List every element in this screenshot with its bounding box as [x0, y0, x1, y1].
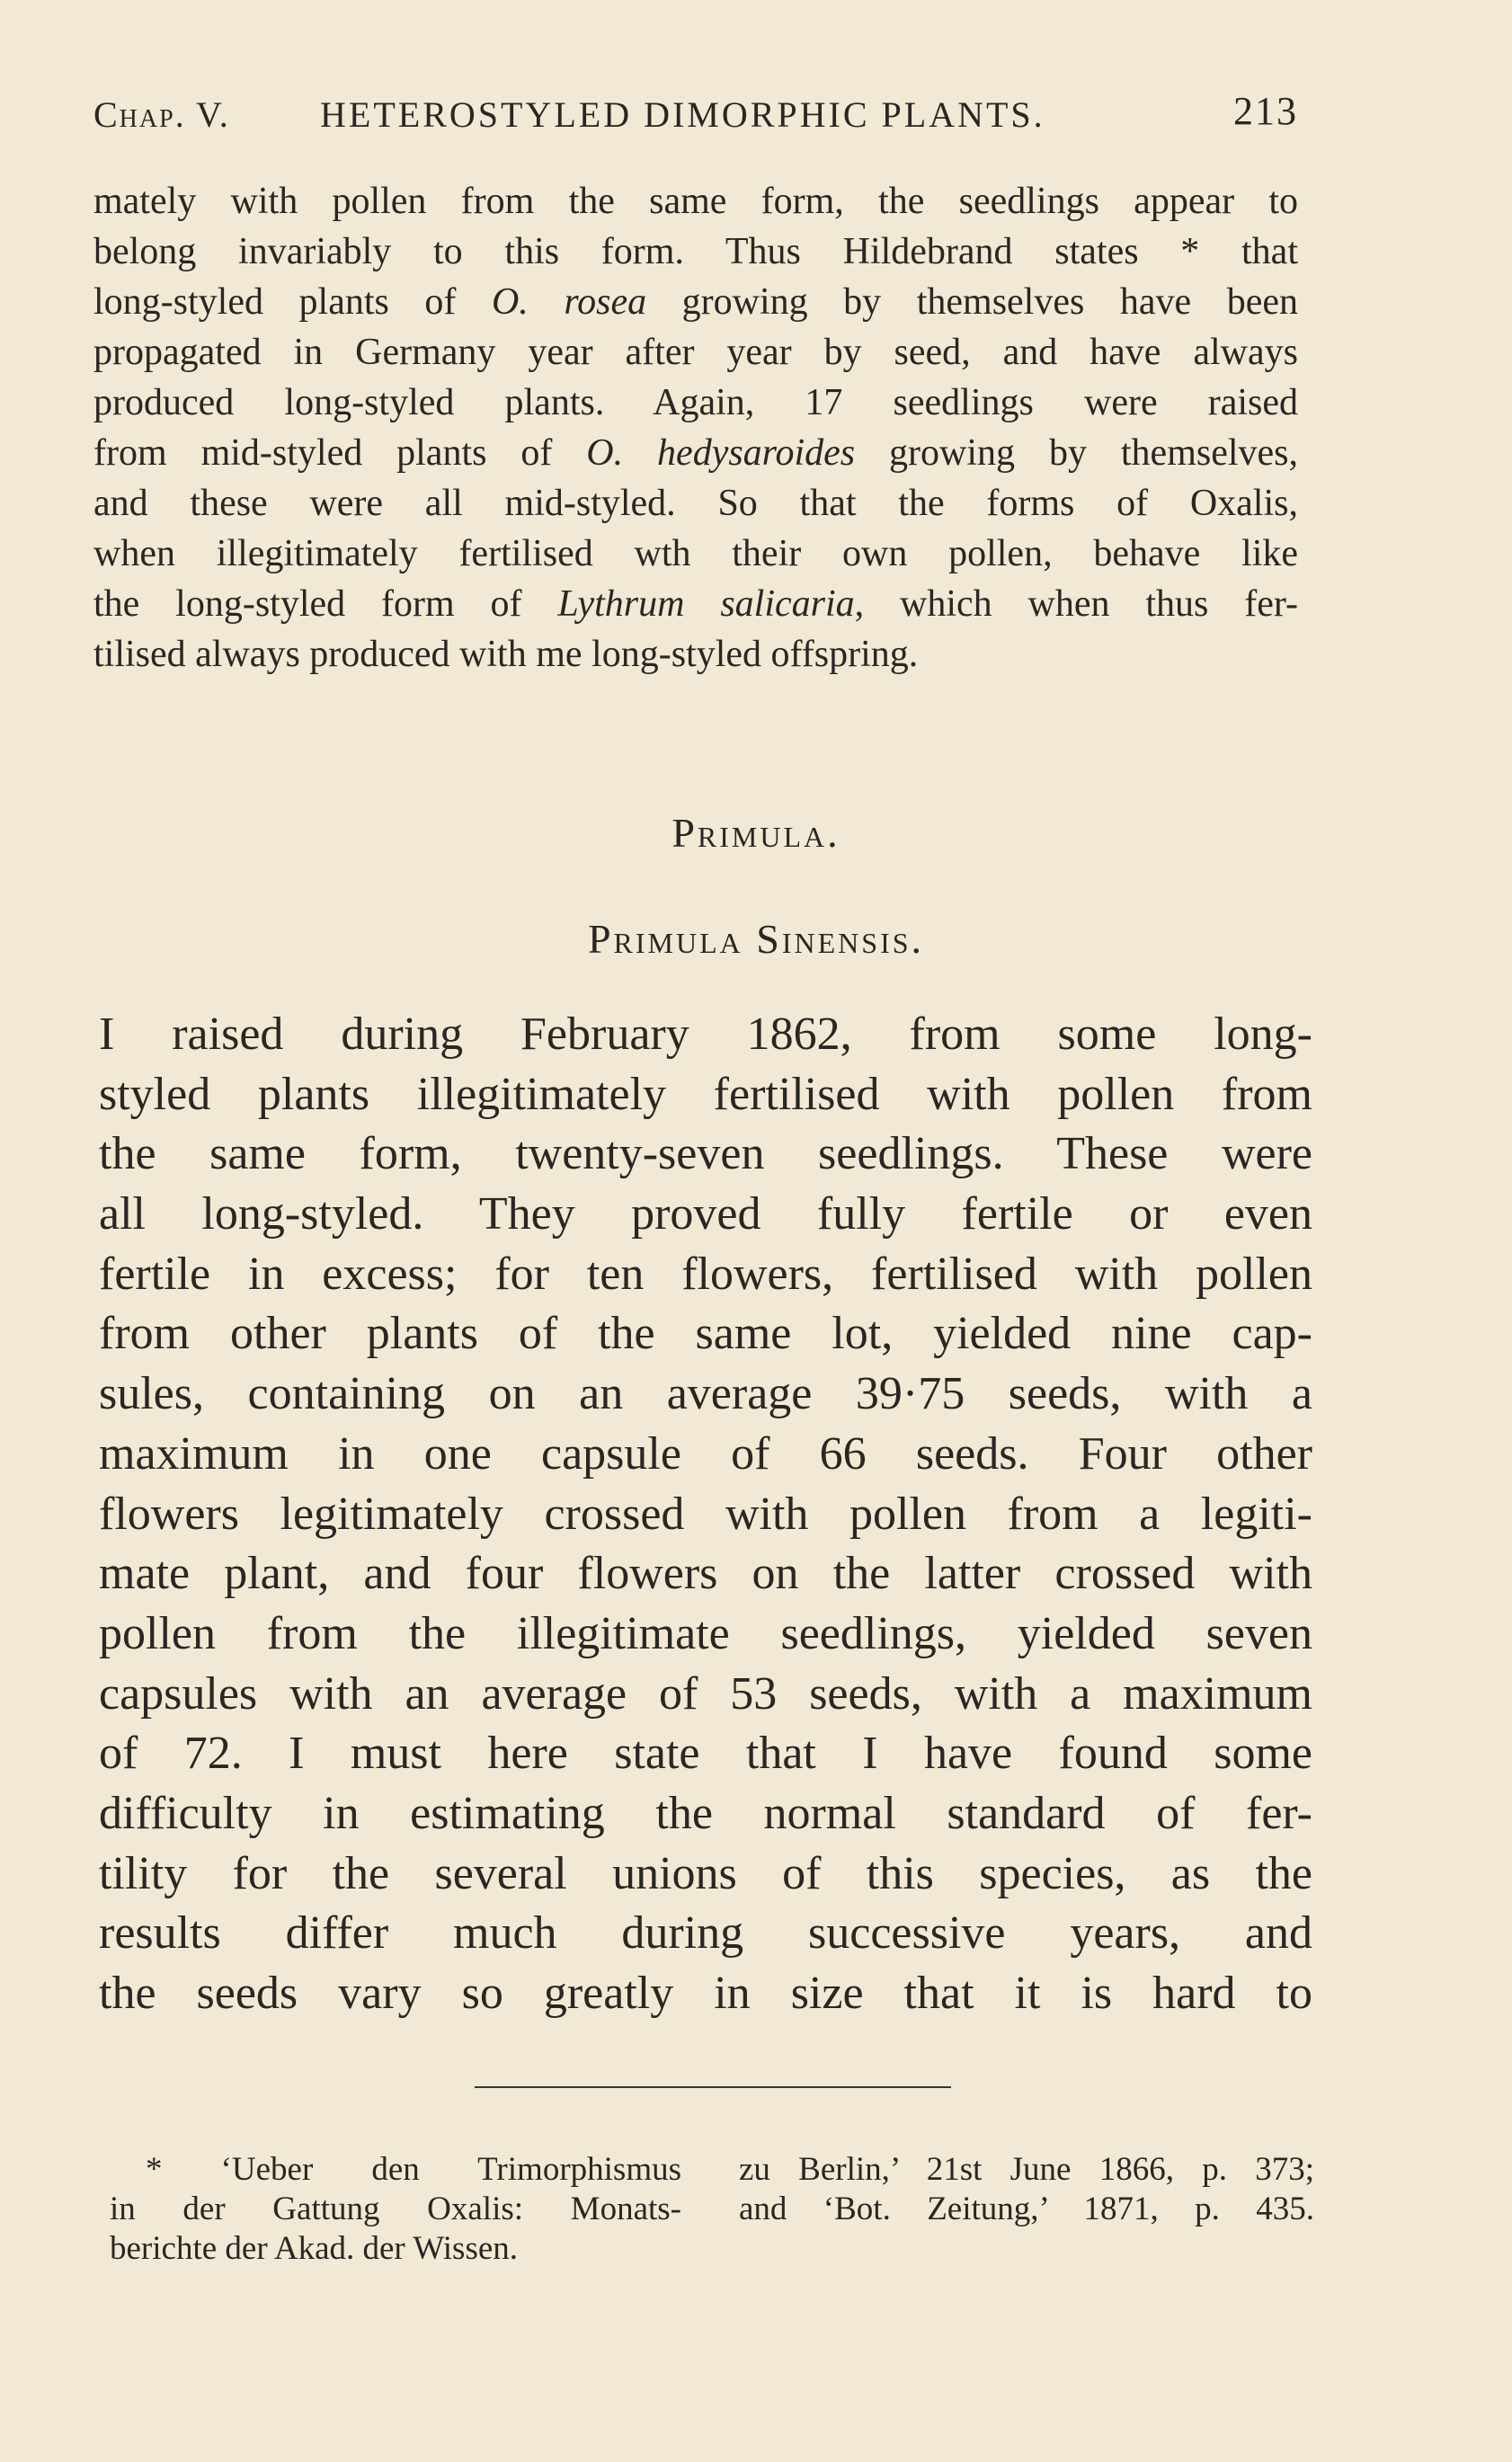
text-line: produced long-styled plants. Again, 17 seedlings were raised	[93, 382, 1298, 423]
section-heading: Primula.	[672, 810, 840, 856]
footnote-column-right	[739, 2150, 1314, 2229]
page-number: 213	[1233, 89, 1298, 133]
text-line: from mid-styled plants of O. hedysaroides growing by themselves,	[93, 432, 1298, 474]
text-line: styled plants illegitimately fertilised with pollen from	[99, 1068, 1312, 1120]
text-line: the seeds vary so greatly in size that it is hard to	[99, 1968, 1312, 2019]
footnote-column-left	[110, 2150, 681, 2269]
paragraph-oxalis	[93, 176, 1298, 680]
text-line: belong invariably to this form. Thus Hildebrand states * that	[93, 231, 1298, 272]
footnote-divider	[475, 2086, 951, 2088]
text-line: when illegitimately fertilised wth their own pollen, behave like	[93, 533, 1298, 574]
text-line: tility for the several unions of this species, as the	[99, 1847, 1312, 1899]
text-line: maximum in one capsule of 66 seeds. Four other	[99, 1427, 1312, 1480]
chapter-label: Chap. V.	[93, 94, 230, 135]
running-header	[93, 88, 1298, 138]
footnote-line: in der Gattung Oxalis: Monats-	[110, 2191, 681, 2227]
text-line: tilised always produced with me long-styled offspring.	[93, 634, 919, 675]
footnote-line: zu Berlin,’ 21st June 1866, p. 373;	[739, 2151, 1314, 2188]
text-line: results differ much during successive years, and	[99, 1907, 1312, 1960]
text-line: capsules with an average of 53 seeds, with a maximum	[99, 1667, 1312, 1720]
text-line: the same form, twenty-seven seedlings. These were	[99, 1128, 1312, 1180]
text-line: difficulty in estimating the normal standard of fer-	[99, 1787, 1312, 1839]
text-line: all long-styled. They proved fully fertile or even	[99, 1188, 1312, 1240]
text-line: and these were all mid-styled. So that the forms of Oxalis,	[93, 483, 1298, 524]
running-title: HETEROSTYLED DIMORPHIC PLANTS.	[320, 94, 1045, 135]
text-line: flowers legitimately crossed with pollen from a legiti-	[99, 1488, 1312, 1540]
text-line: mately with pollen from the same form, the seedlings appear to	[93, 181, 1298, 222]
text-line: of 72. I must here state that I have found some	[99, 1728, 1312, 1780]
subsection-heading: Primula Sinensis.	[587, 916, 925, 962]
footnote-line: * ‘Ueber den Trimorphismus	[146, 2151, 681, 2188]
footnote-line: and ‘Bot. Zeitung,’ 1871, p. 435.	[739, 2191, 1314, 2227]
text-line: mate plant, and four flowers on the latter crossed with	[99, 1548, 1312, 1600]
text-line: fertile in excess; for ten flowers, fertilised with pollen	[99, 1248, 1312, 1300]
text-line: from other plants of the same lot, yielded nine cap-	[99, 1308, 1312, 1360]
text-line: sules, containing on an average 39·75 seeds, with a	[99, 1368, 1312, 1420]
text-line: long-styled plants of O. rosea growing by themselves have been	[93, 281, 1298, 323]
footnote-line: berichte der Akad. der Wissen.	[110, 2230, 519, 2267]
text-line: pollen from the illegitimate seedlings, yielded seven	[99, 1607, 1312, 1659]
text-line: propagated in Germany year after year by seed, and have always	[93, 332, 1298, 373]
paragraph-primula-sinensis	[99, 1005, 1312, 2024]
text-line: the long-styled form of Lythrum salicaria, which when thus fer-	[93, 583, 1299, 625]
text-line: I raised during February 1862, from some long-	[99, 1009, 1312, 1060]
